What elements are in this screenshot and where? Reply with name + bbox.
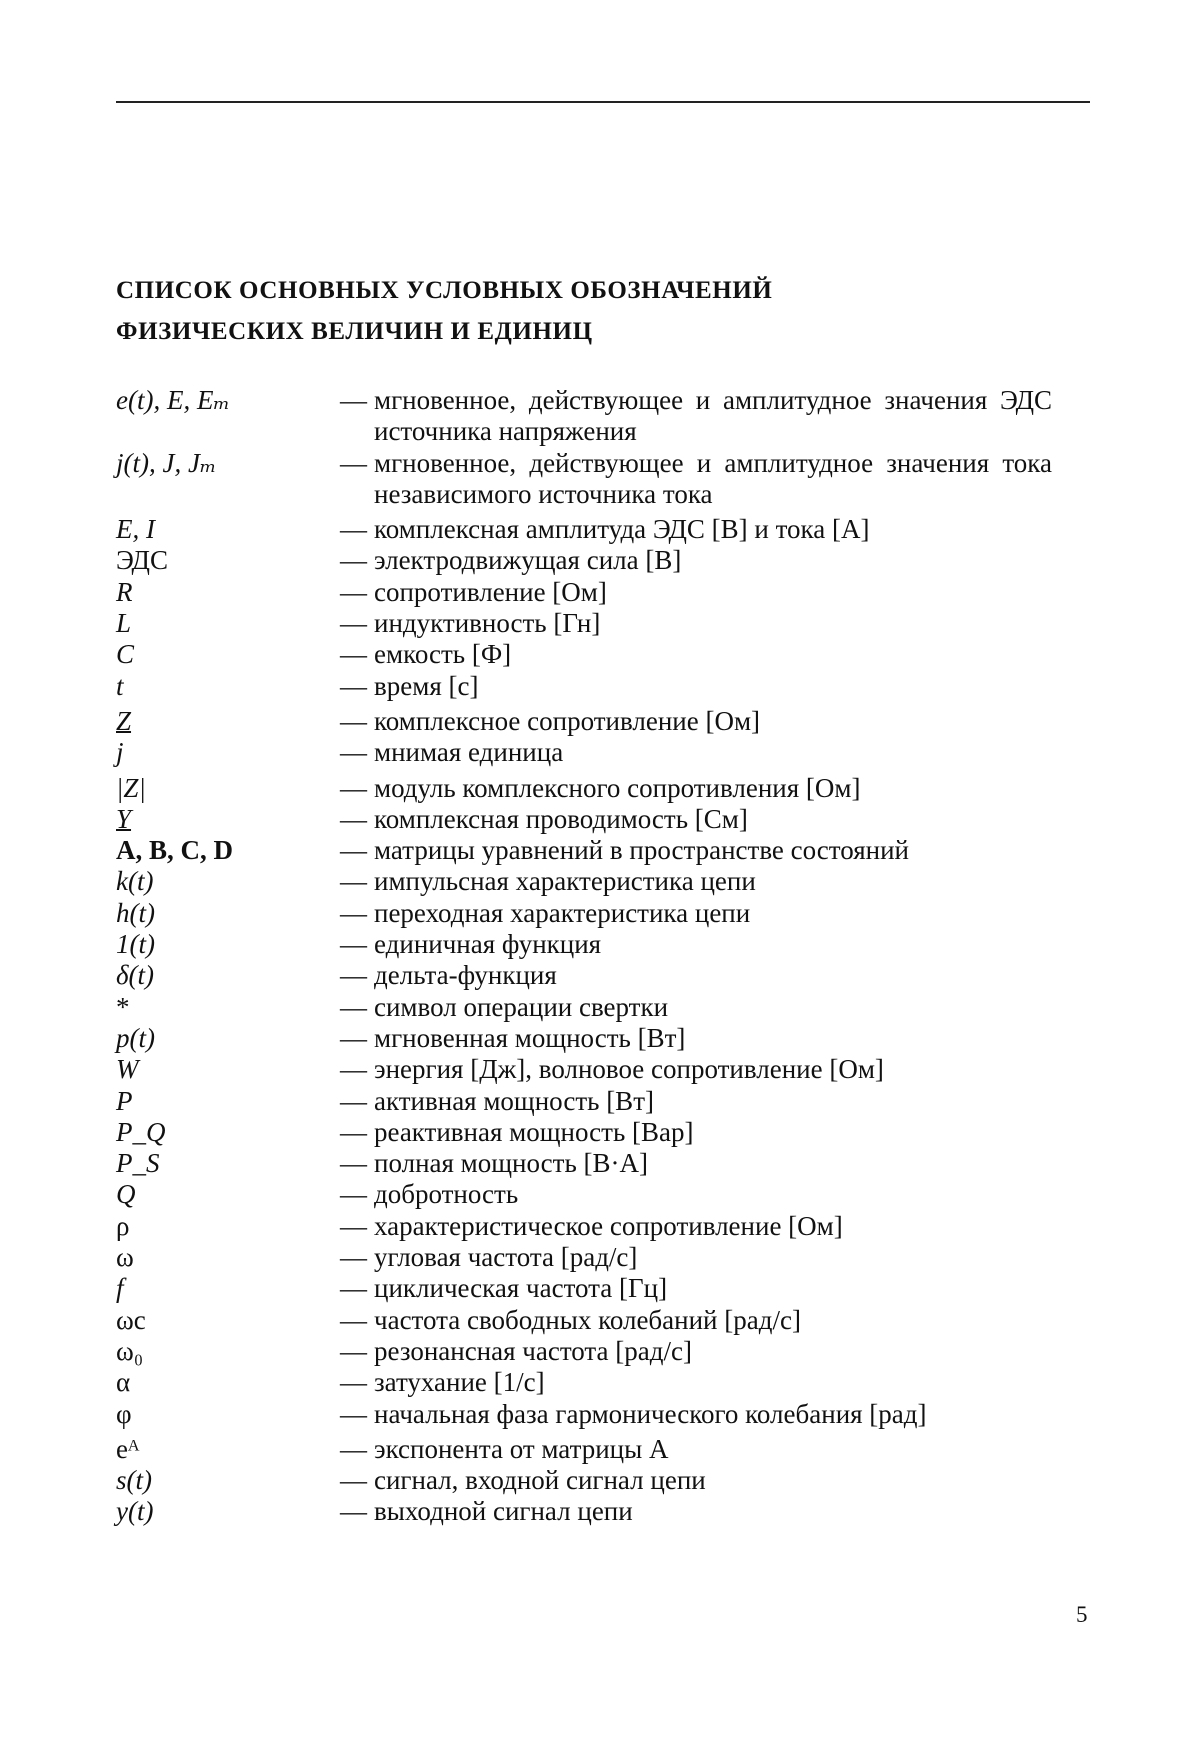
list-item <box>116 929 1052 960</box>
entry-dash: — <box>340 1179 367 1210</box>
entry-description: начальная фаза гармонического колебания [рад] <box>374 1398 927 1429</box>
entry-description: полная мощность [В·А] <box>374 1148 648 1179</box>
entry-symbol: E, I <box>116 514 155 545</box>
entry-dash: — <box>340 1148 367 1179</box>
list-item <box>116 577 1052 608</box>
entry-symbol: ω <box>116 1242 134 1273</box>
entry-symbol-text: Z <box>116 705 132 736</box>
entry-symbol: |Z| <box>116 772 146 803</box>
entry-dash: — <box>340 1054 367 1085</box>
entry-dash: — <box>340 1433 367 1464</box>
entry-dash: — <box>340 1022 367 1053</box>
entry-description: комплексная проводимость [См] <box>374 803 748 834</box>
page-heading <box>116 270 1076 352</box>
list-item <box>116 1054 1052 1085</box>
entry-dash: — <box>340 1210 367 1241</box>
entry-symbol: δ(t) <box>116 960 155 991</box>
entry-dash: — <box>340 1242 367 1273</box>
entry-description: емкость [Ф] <box>374 639 512 670</box>
list-item <box>116 1399 1052 1430</box>
entry-dash: — <box>340 1085 367 1116</box>
entry-dash: — <box>340 772 367 803</box>
entry-dash: — <box>340 1273 367 1304</box>
entry-dash: — <box>340 545 367 576</box>
heading-line-1: СПИСОК ОСНОВНЫХ УСЛОВНЫХ ОБОЗНАЧЕНИЙ <box>116 277 773 304</box>
entry-symbol: φ <box>116 1398 132 1429</box>
entry-symbol: h(t) <box>116 897 155 928</box>
entry-description: дельта-функция <box>374 960 557 991</box>
list-item <box>116 804 1052 835</box>
entry-description: модуль комплексного сопротивления [Ом] <box>374 772 861 803</box>
list-item <box>116 835 1052 866</box>
entry-symbol: ωс <box>116 1304 146 1335</box>
entry-description: сопротивление [Ом] <box>374 576 607 607</box>
entry-description: резонансная частота [рад/с] <box>374 1335 692 1366</box>
list-item <box>116 960 1052 991</box>
entry-symbol: W <box>116 1054 139 1085</box>
entry-symbol: j <box>116 737 124 768</box>
entry-description: экспонента от матрицы А <box>374 1433 669 1464</box>
entry-symbol: p(t) <box>116 1022 155 1053</box>
entry-description: частота свободных колебаний [рад/с] <box>374 1304 801 1335</box>
list-item <box>116 608 1052 639</box>
list-item <box>116 898 1052 929</box>
entry-symbol <box>116 706 340 737</box>
entry-symbol: R <box>116 576 133 607</box>
entry-description: мгновенное, действующее и амплитудное значения тока независимого источника тока <box>374 447 1052 509</box>
entry-dash: — <box>340 1398 367 1429</box>
entry-description: выходной сигнал цепи <box>374 1496 633 1527</box>
entry-symbol: * <box>116 991 130 1022</box>
entry-description: время [с] <box>374 670 479 701</box>
entry-symbol: C <box>116 639 135 670</box>
entry-dash: — <box>340 1335 367 1366</box>
entry-dash: — <box>340 1496 367 1527</box>
list-item <box>116 773 1052 804</box>
entry-description: символ операции свертки <box>374 991 669 1022</box>
entry-dash: — <box>340 385 367 415</box>
entry-dash: — <box>340 1304 367 1335</box>
list-item <box>116 1367 1052 1398</box>
entry-dash: — <box>340 1465 367 1496</box>
entry-description: импульсная характеристика цепи <box>374 866 756 897</box>
entry-dash: — <box>340 514 367 545</box>
list-item <box>116 992 1052 1023</box>
list-item <box>116 706 1052 737</box>
entry-description: мнимая единица <box>374 737 564 768</box>
entry-description: комплексное сопротивление [Ом] <box>374 705 761 736</box>
entry-dash: — <box>340 1116 367 1147</box>
list-item <box>116 1148 1052 1179</box>
entry-symbol: α <box>116 1367 131 1398</box>
entry-description: комплексная амплитуда ЭДС [В] и тока [А] <box>374 514 870 545</box>
list-item <box>116 1336 1052 1367</box>
entry-description: добротность <box>374 1179 519 1210</box>
list-item <box>116 1117 1052 1148</box>
list-item <box>116 639 1052 670</box>
entry-symbol: s(t) <box>116 1465 152 1496</box>
entry-dash: — <box>340 608 367 639</box>
entry-dash: — <box>340 991 367 1022</box>
entry-symbol: 1(t) <box>116 929 155 960</box>
entry-dash: — <box>340 639 367 670</box>
entry-description: затухание [1/с] <box>374 1367 545 1398</box>
entry-dash: — <box>340 737 367 768</box>
list-item <box>116 385 1052 448</box>
entry-dash: — <box>340 803 367 834</box>
entry-description: реактивная мощность [Вар] <box>374 1116 694 1147</box>
entry-symbol: t <box>116 670 124 701</box>
entry-symbol: y(t) <box>116 1496 154 1527</box>
entry-symbol: ρ <box>116 1210 130 1241</box>
list-item <box>116 1242 1052 1273</box>
list-item <box>116 1179 1052 1210</box>
entry-description: характеристическое сопротивление [Ом] <box>374 1210 843 1241</box>
entry-dash: — <box>340 960 367 991</box>
entry-description: мгновенная мощность [Вт] <box>374 1022 686 1053</box>
entry-symbol: P_S <box>116 1148 160 1179</box>
heading-line-2: ФИЗИЧЕСКИХ ВЕЛИЧИН И ЕДИНИЦ <box>116 318 593 345</box>
top-rule <box>116 101 1090 103</box>
entry-dash: — <box>340 866 367 897</box>
list-item <box>116 545 1052 576</box>
entry-symbol: eᴬ <box>116 1433 140 1464</box>
entry-dash: — <box>340 929 367 960</box>
list-item <box>116 671 1052 702</box>
page-number: 5 <box>1076 1602 1088 1627</box>
list-item <box>116 1465 1052 1496</box>
entry-symbol: L <box>116 608 132 639</box>
list-item <box>116 1434 1052 1465</box>
list-item <box>116 448 1052 511</box>
entry-description: энергия [Дж], волновое сопротивление [Ом] <box>374 1054 884 1085</box>
entry-description: индуктивность [Гн] <box>374 608 601 639</box>
list-item <box>116 866 1052 897</box>
list-item <box>116 1211 1052 1242</box>
entry-description: сигнал, входной сигнал цепи <box>374 1465 706 1496</box>
entry-symbol: ЭДС <box>116 545 168 576</box>
entry-description: активная мощность [Вт] <box>374 1085 654 1116</box>
entry-description: матрицы уравнений в пространстве состояний <box>374 835 909 866</box>
entry-symbol: P_Q <box>116 1116 166 1147</box>
entry-description: переходная характеристика цепи <box>374 897 751 928</box>
entry-description: мгновенное, действующее и амплитудное значения ЭДС источника напряжения <box>374 385 1052 447</box>
entry-dash: — <box>340 670 367 701</box>
entry-symbol: k(t) <box>116 866 154 897</box>
entry-dash: — <box>340 447 367 478</box>
entry-symbol: f <box>116 1273 124 1304</box>
list-item <box>116 737 1052 768</box>
entry-description: циклическая частота [Гц] <box>374 1273 668 1304</box>
entry-description: единичная функция <box>374 929 602 960</box>
list-item <box>116 1305 1052 1336</box>
entry-description: угловая частота [рад/с] <box>374 1242 638 1273</box>
entry-symbol <box>116 804 340 835</box>
entry-symbol: Q <box>116 1179 136 1210</box>
entry-dash: — <box>340 835 367 866</box>
entry-description: электродвижущая сила [В] <box>374 545 682 576</box>
notation-list <box>116 385 1052 1528</box>
entry-symbol-text: Y <box>116 803 132 834</box>
entry-dash: — <box>340 897 367 928</box>
entry-symbol: A, B, C, D <box>116 835 234 866</box>
entry-dash: — <box>340 576 367 607</box>
entry-symbol: e(t), E, Eₘ <box>116 385 231 415</box>
list-item <box>116 1496 1052 1527</box>
list-item <box>116 514 1052 545</box>
entry-symbol: ω₀ <box>116 1335 144 1366</box>
entry-dash: — <box>340 1367 367 1398</box>
entry-symbol: j(t), J, Jₘ <box>116 447 217 478</box>
entry-symbol: P <box>116 1085 133 1116</box>
list-item <box>116 1086 1052 1117</box>
list-item <box>116 1273 1052 1304</box>
entry-dash: — <box>340 705 367 736</box>
list-item <box>116 1023 1052 1054</box>
